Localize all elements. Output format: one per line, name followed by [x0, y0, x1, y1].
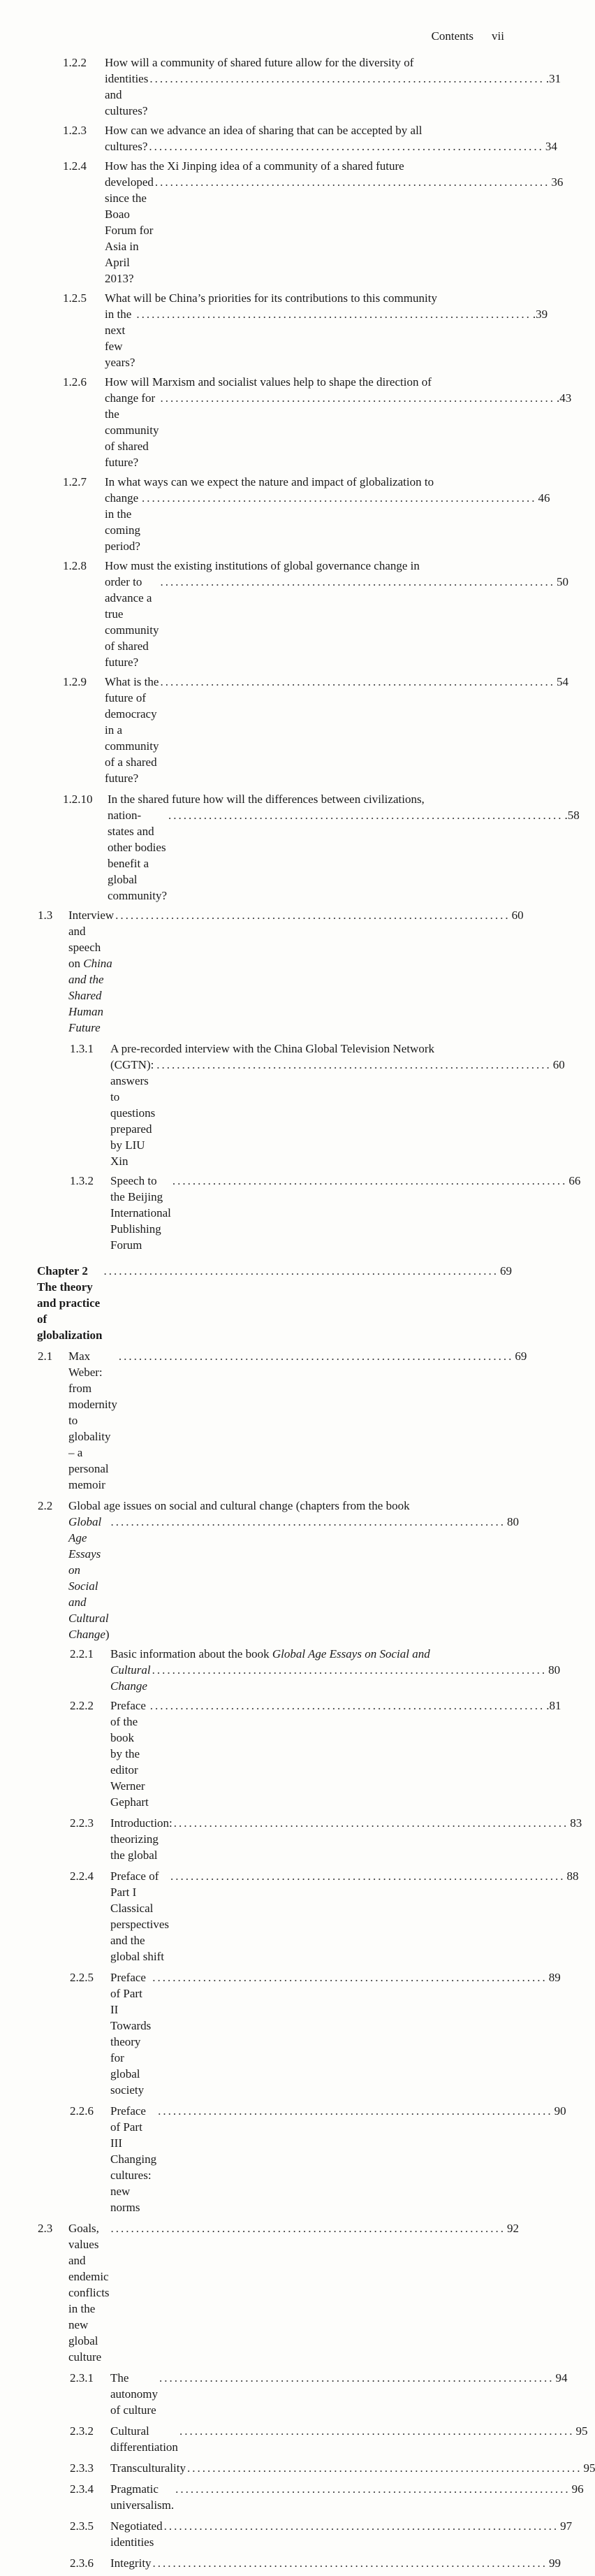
- entry-title: Cultural differentiation: [110, 2424, 178, 2454]
- toc-entry: [0, 474, 559, 554]
- entry-number: 1.2.6: [63, 375, 87, 389]
- toc-entry: [0, 674, 568, 786]
- toc-entry: [0, 2481, 584, 2513]
- entry-title: Pragmatic universalism.: [110, 2482, 175, 2512]
- dot-leader: ..............................................................................: [149, 1699, 545, 1712]
- dot-leader: ..............................................................................: [179, 2424, 575, 2438]
- entry-page: .39: [532, 307, 548, 321]
- entry-page: 92: [507, 2222, 520, 2235]
- entry-number: 2.3: [38, 2222, 53, 2235]
- entry-title-italic: Global Age Essays on Social and: [272, 1647, 430, 1660]
- dot-leader: ..............................................................................: [149, 72, 545, 85]
- entry-title: [68, 907, 114, 1036]
- dot-leader: ..............................................................................: [103, 1264, 499, 1278]
- toc-entry: [0, 1969, 559, 2098]
- entry-page: 69: [515, 1349, 527, 1363]
- entry-title-cont: nation-states and other bodies benefit a global community?: [108, 809, 167, 902]
- dot-leader: ..............................................................................: [175, 2482, 571, 2496]
- entry-number: 1.3.2: [70, 1174, 94, 1187]
- toc-entry: [0, 374, 572, 470]
- toc-section-entry: [0, 2220, 559, 2365]
- toc-entry: [0, 1815, 582, 1863]
- entry-page: 95: [575, 2424, 588, 2438]
- dot-leader: ..............................................................................: [173, 1816, 569, 1830]
- toc-entry: [0, 1698, 559, 1810]
- entry-title: A pre-recorded interview with the China Global Television Network: [110, 1042, 434, 1055]
- entry-page: 60: [511, 909, 524, 922]
- dot-leader: ..............................................................................: [118, 1349, 514, 1363]
- entry-page: 88: [566, 1869, 579, 1883]
- dot-leader: ..............................................................................: [156, 1058, 552, 1071]
- entry-title: Preface of Part II Towards theory for global society: [110, 1971, 152, 2097]
- toc-entry: [0, 1173, 581, 1253]
- entry-title: Preface of the book by the editor Werner Gephart: [110, 1699, 149, 1809]
- entry-page: 80: [548, 1663, 561, 1677]
- dot-leader: ..............................................................................: [152, 1971, 548, 1984]
- entry-page: 89: [548, 1971, 561, 1984]
- entry-number: 2.2.6: [70, 2104, 94, 2118]
- toc-section-entry: [0, 1498, 559, 1642]
- entry-number: 1.2.10: [63, 793, 93, 806]
- toc-entry: [0, 158, 564, 287]
- entry-title-cont: Cultural Change: [110, 1663, 151, 1693]
- entry-number: 2.3.2: [70, 2424, 94, 2438]
- entry-number: 2.3.3: [70, 2461, 94, 2475]
- toc-entry: [0, 290, 559, 370]
- dot-leader: ..............................................................................: [160, 575, 555, 588]
- entry-number: 1.2.9: [63, 675, 87, 688]
- entry-title: Transculturality: [110, 2461, 186, 2475]
- entry-title: Introduction: theorizing the global: [110, 1816, 172, 1862]
- entry-number: 1.3.1: [70, 1042, 94, 1055]
- entry-page: 50: [556, 575, 568, 588]
- entry-title: How can we advance an idea of sharing that can be accepted by all: [105, 124, 423, 137]
- entry-title-cont: in the next few years?: [105, 307, 135, 369]
- toc-entry: [0, 2555, 559, 2571]
- entry-number: 2.2.1: [70, 1647, 94, 1660]
- toc-section-entry: [0, 907, 559, 1036]
- entry-page: 46: [538, 491, 550, 505]
- dot-leader: ..............................................................................: [160, 675, 555, 688]
- entry-page: 83: [570, 1816, 582, 1830]
- running-head-title: Contents: [431, 29, 474, 43]
- entry-title: Preface of Part I Classical perspectives and the global shift: [110, 1869, 170, 1963]
- entry-title-cont: developed since the Boao Forum for Asia in April 2013?: [105, 175, 154, 285]
- entry-title: Global age issues on social and cultural change (chapters from the book: [68, 1499, 410, 1512]
- entry-title-cont: order to advance a true community of shared future?: [105, 575, 159, 669]
- dot-leader: ..............................................................................: [160, 391, 555, 405]
- entry-number: 2.3.1: [70, 2371, 94, 2385]
- entry-page: 54: [556, 675, 568, 688]
- entry-title-cont: identities and cultures?: [105, 72, 149, 117]
- entry-title: What will be China’s priorities for its contributions to this community: [105, 291, 437, 305]
- entry-title-text: Interview and speech on: [68, 909, 115, 970]
- entry-title: Speech to the Beijing International Publishing Forum: [110, 1174, 171, 1252]
- entry-title-cont: (CGTN): answers to questions prepared by LIU Xin: [110, 1058, 156, 1168]
- entry-number: 2.2: [38, 1499, 53, 1512]
- toc-entry: [0, 1041, 565, 1169]
- entry-page: 66: [568, 1174, 581, 1187]
- entry-title: Integrity: [110, 2556, 152, 2570]
- dot-leader: ..............................................................................: [115, 909, 510, 922]
- toc-chapter-entry: [0, 1263, 559, 1343]
- entry-title: Negotiated identities: [110, 2519, 163, 2549]
- toc-entry: [0, 2460, 595, 2476]
- entry-title-text: Basic information about the book: [110, 1647, 272, 1660]
- table-of-contents: [0, 55, 595, 2576]
- entry-title-tail: ): [105, 1628, 110, 1641]
- entry-number: 1.2.8: [63, 559, 87, 572]
- entry-number: 2.3.4: [70, 2482, 94, 2496]
- entry-page: .31: [545, 72, 561, 85]
- running-head: [432, 29, 504, 43]
- toc-entry: [0, 1646, 559, 1694]
- dot-leader: ..............................................................................: [158, 2104, 553, 2118]
- toc-section-entry: [0, 1348, 559, 1493]
- chapter-title: Chapter 2 The theory and practice of globalization: [37, 1264, 103, 1342]
- entry-page: 69: [500, 1264, 512, 1278]
- entry-title: What is the future of democracy in a community of a shared future?: [105, 675, 159, 785]
- dot-leader: ..............................................................................: [172, 1174, 568, 1187]
- entry-title: Max Weber: from modernity to globality – a personal memoir: [68, 1349, 117, 1491]
- entry-number: 2.2.3: [70, 1816, 94, 1830]
- page-number: vii: [492, 29, 504, 43]
- entry-page: 99: [549, 2556, 561, 2570]
- entry-page: 97: [560, 2519, 573, 2533]
- entry-title: How will Marxism and socialist values help to shape the direction of: [105, 375, 432, 389]
- entry-page: .58: [564, 809, 580, 822]
- toc-entry: [0, 2103, 566, 2215]
- dot-leader: ..............................................................................: [154, 175, 550, 189]
- entry-title: Preface of Part III Changing cultures: new norms: [110, 2104, 157, 2214]
- entry-number: 2.3.5: [70, 2519, 94, 2533]
- dot-leader: ..............................................................................: [152, 1663, 548, 1677]
- entry-number: 1.2.4: [63, 159, 87, 173]
- entry-title: How will a community of shared future allow for the diversity of: [105, 56, 414, 69]
- toc-entry: [0, 122, 559, 154]
- toc-entry: [0, 2370, 568, 2418]
- toc-entry: [0, 1868, 579, 1964]
- toc-entry: [0, 55, 559, 119]
- entry-page: 60: [552, 1058, 565, 1071]
- dot-leader: ..............................................................................: [152, 2556, 548, 2570]
- dot-leader: ..............................................................................: [149, 140, 544, 153]
- entry-page: .43: [556, 391, 572, 405]
- entry-page: 94: [555, 2371, 568, 2385]
- entry-page: 95: [583, 2461, 595, 2475]
- entry-page: 34: [545, 140, 557, 153]
- entry-number: 1.2.5: [63, 291, 87, 305]
- entry-page: 90: [554, 2104, 566, 2118]
- entry-title-cont: cultures?: [105, 140, 148, 153]
- entry-page: 80: [507, 1515, 520, 1528]
- entry-number: 1.2.7: [63, 475, 87, 489]
- entry-title: [110, 1646, 506, 1662]
- dot-leader: ..............................................................................: [141, 491, 537, 505]
- entry-number: 2.2.2: [70, 1699, 94, 1712]
- entry-title-italic: Global Age Essays on Social and Cultural Change: [68, 1515, 109, 1641]
- dot-leader: ..............................................................................: [186, 2461, 582, 2475]
- dot-leader: ..............................................................................: [110, 2222, 506, 2235]
- entry-title: Goals, values and endemic conflicts in the new global culture: [68, 2222, 110, 2364]
- entry-number: 1.2.3: [63, 124, 87, 137]
- dot-leader: ..............................................................................: [136, 307, 531, 321]
- toc-entry: [0, 2423, 588, 2455]
- dot-leader: ..............................................................................: [168, 809, 564, 822]
- entry-title: How must the existing institutions of global governance change in: [105, 559, 420, 572]
- entry-title: In the shared future how will the differences between civilizations,: [108, 793, 425, 806]
- dot-leader: ..............................................................................: [110, 1515, 506, 1528]
- entry-number: 1.2.2: [63, 56, 87, 69]
- dot-leader: ..............................................................................: [170, 1869, 566, 1883]
- entry-number: 2.2.5: [70, 1971, 94, 1984]
- entry-page: .81: [546, 1699, 561, 1712]
- entry-title-italic: China and the Shared Human Future: [68, 957, 112, 1034]
- entry-title: The autonomy of culture: [110, 2371, 158, 2417]
- entry-title: How has the Xi Jinping idea of a community of a shared future: [105, 159, 404, 173]
- entry-page: 36: [551, 175, 564, 189]
- entry-page: 96: [571, 2482, 584, 2496]
- entry-title-cont: [68, 1514, 110, 1642]
- dot-leader: ..............................................................................: [159, 2371, 554, 2385]
- toc-entry: [0, 558, 568, 670]
- entry-number: 1.3: [38, 909, 53, 922]
- entry-number: 2.1: [38, 1349, 53, 1363]
- entry-title: In what ways can we expect the nature and impact of globalization to: [105, 475, 434, 489]
- entry-title-cont: change for the community of shared future?: [105, 391, 159, 469]
- dot-leader: ..............................................................................: [163, 2519, 559, 2533]
- toc-entry: [0, 2518, 573, 2550]
- entry-number: 2.3.6: [70, 2556, 94, 2570]
- entry-number: 2.2.4: [70, 1869, 94, 1883]
- entry-title-cont: change in the coming period?: [105, 491, 140, 553]
- toc-entry: [0, 791, 580, 904]
